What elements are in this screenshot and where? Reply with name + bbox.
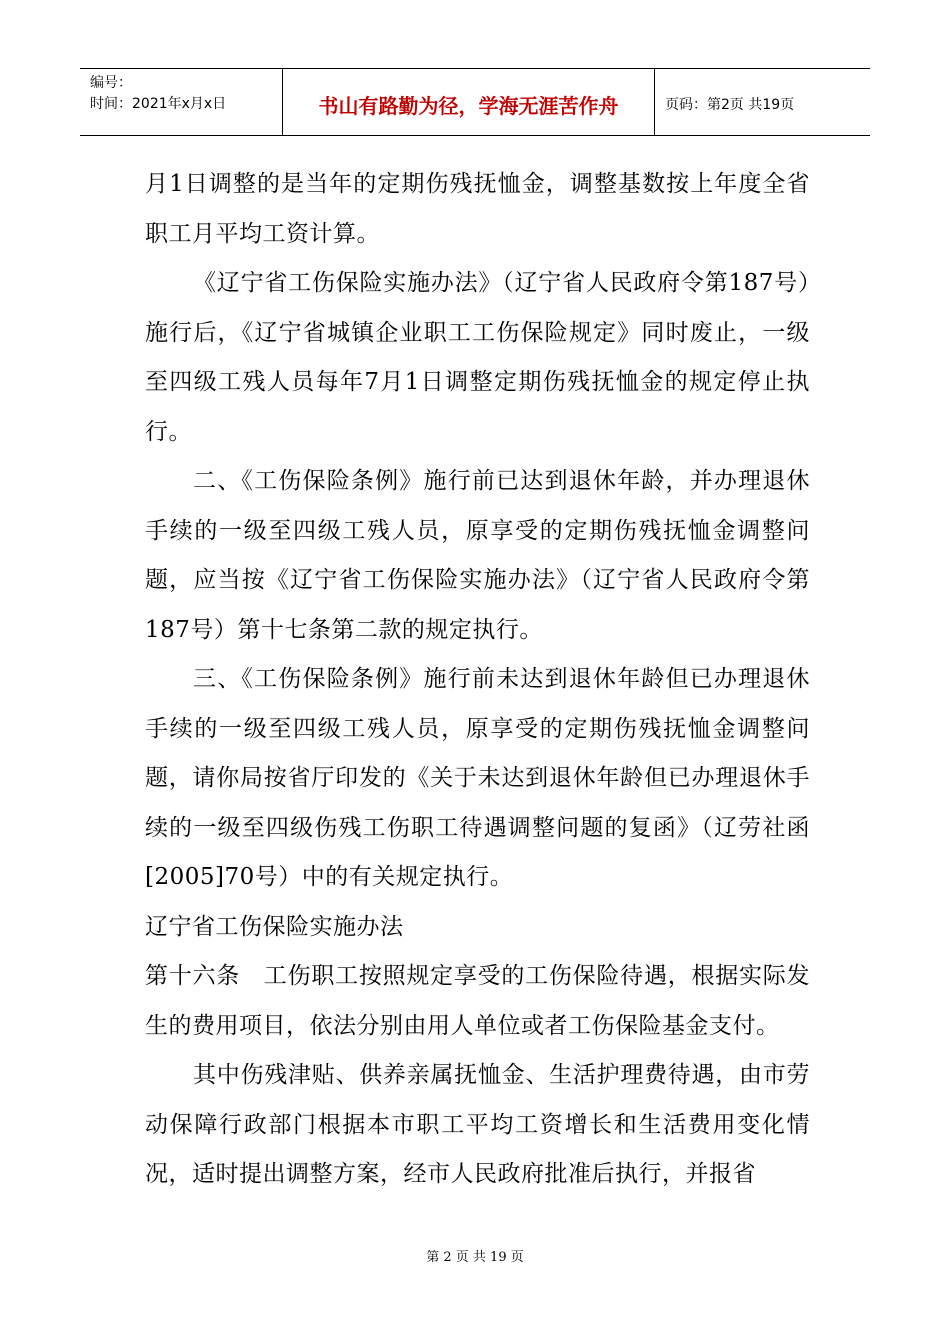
date-label: 时间：2021年x月x日	[90, 96, 227, 112]
motto-text: 书山有路勤为径，学海无涯苦作舟	[318, 93, 619, 118]
paragraph: 三、《工伤保险条例》施行前未达到退休年龄但已办理退休手续的一级至四级工残人员，原享受的定期伤残抚恤金调整问题，请你局按省厅印发的《关于未达到退休年龄但已办理退休手续的一级至四级伤残工伤职工待遇调整问题的复函》（辽劳社函[2005]70号）中的有关规定执行。	[145, 666, 810, 890]
header-meta-cell	[80, 69, 283, 135]
footer-page-number: 第 2 页 共 19 页	[426, 1250, 524, 1265]
document-body	[145, 160, 810, 1200]
article-paragraph: 第十六条 工伤职工按照规定享受的工伤保险待遇，根据实际发生的费用项目，依法分别由用人单位或者工伤保险基金支付。	[145, 963, 810, 1039]
paragraph: 二、《工伤保险条例》施行前已达到退休年龄，并办理退休手续的一级至四级工残人员，原享受的定期伤残抚恤金调整问题，应当按《辽宁省工伤保险实施办法》（辽宁省人民政府令第187号）第十七条第二款的规定执行。	[145, 468, 810, 643]
paragraph: 《辽宁省工伤保险实施办法》（辽宁省人民政府令第187号）施行后，《辽宁省城镇企业职工工伤保险规定》同时废止，一级至四级工残人员每年7月1日调整定期伤残抚恤金的规定停止执行。	[145, 270, 810, 445]
header-page-cell	[655, 69, 870, 135]
page-code-label: 页码：第2页 共19页	[665, 97, 795, 113]
header-motto-cell	[283, 69, 655, 135]
section-heading: 辽宁省工伤保险实施办法	[145, 913, 404, 940]
page-footer	[0, 1246, 950, 1265]
paragraph: 其中伤残津贴、供养亲属抚恤金、生活护理费待遇，由市劳动保障行政部门根据本市职工平均工资增长和生活费用变化情况，适时提出调整方案，经市人民政府批准后执行，并报省	[145, 1062, 810, 1187]
paragraph: 月1日调整的是当年的定期伤残抚恤金，调整基数按上年度全省职工月平均工资计算。	[145, 171, 810, 247]
serial-number-label: 编号：	[90, 75, 132, 91]
document-header	[80, 68, 870, 136]
